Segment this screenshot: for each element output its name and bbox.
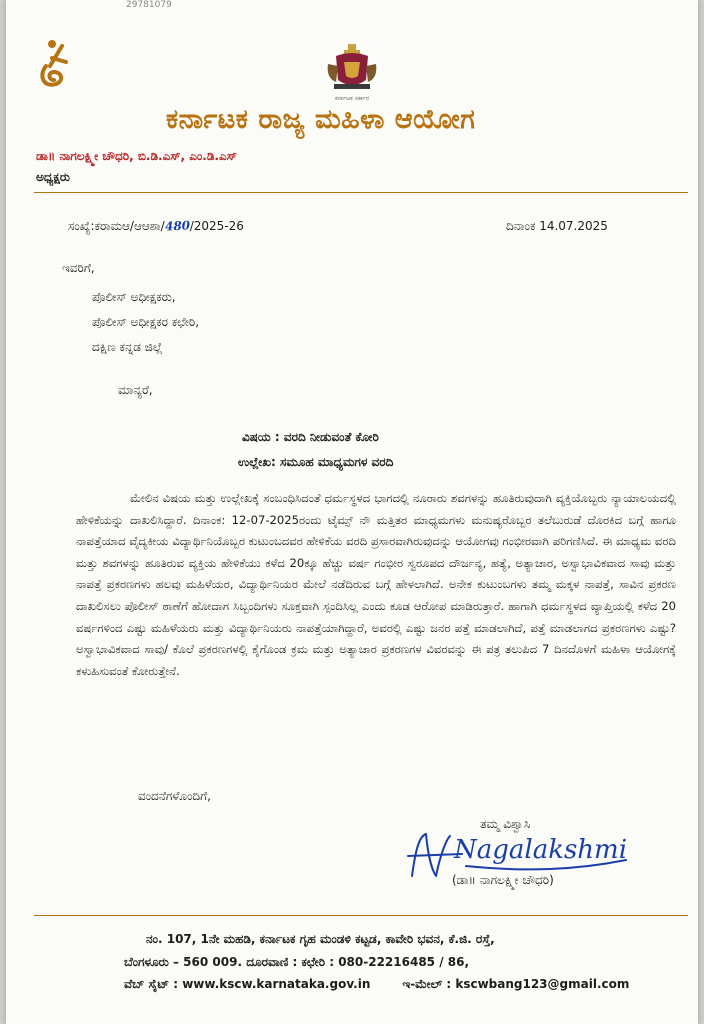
yours-faithfully: ತಮ್ಮ ವಿಶ್ವಾಸಿ (480, 817, 531, 831)
chairperson-title: ಅಧ್ಯಕ್ಷರು (36, 170, 70, 184)
handwritten-reference-number: 480 (164, 218, 191, 234)
reference-prefix: ಸಂಖ್ಯೆ:ಕರಾಮಆ/ಆಆಶಾ/ (68, 219, 165, 233)
subject-line: ವಿಷಯ : ವರದಿ ನೀಡುವಂತೆ ಕೋರಿ (242, 430, 379, 444)
recipient-label: ಇವರಿಗೆ, (62, 261, 95, 275)
reference-suffix: /2025-26 (189, 219, 244, 233)
chairperson-name: ಡಾ॥ ನಾಗಲಕ್ಷ್ಮೀ ಚೌಧರಿ, ಬಿ.ಡಿ.ಎಸ್, ಎಂ.ಡಿ.ಎಸ್ (36, 149, 237, 163)
recipient-address-line: ಪೊಲೀಸ್ ಅಧೀಕ್ಷಕರು, (92, 290, 176, 304)
emblem-caption: ಕರ್ನಾಟಕ ಸರ್ಕಾರ (335, 95, 370, 102)
header-divider (34, 192, 688, 193)
reference-line: ಉಲ್ಲೇಖ: ಸಮೂಹ ಮಾಧ್ಯಮಗಳ ವರದಿ (238, 455, 394, 469)
footer-address-line: ನಂ. 107, 1ನೇ ಮಹಡಿ, ಕರ್ನಾಟಕ ಗೃಹ ಮಂಡಳಿ ಕಟ್ಟಡ, ಕಾವೇರಿ ಭವನ, ಕೆ.ಜಿ. ರಸ್ತೆ, (146, 932, 495, 946)
commission-logo-icon (36, 36, 74, 96)
footer-email[interactable]: ಇ-ಮೇಲ್ : kscwbang123@gmail.com (402, 977, 630, 991)
top-strip-number: 29781079 (126, 0, 172, 10)
letter-page (6, 0, 698, 1024)
letter-date: ದಿನಾಂಕ 14.07.2025 (506, 219, 608, 233)
recipient-address-line: ದಕ್ಷಿಣ ಕನ್ನಡ ಜಿಲ್ಲೆ (92, 340, 163, 354)
footer-contact-line (124, 977, 629, 992)
recipient-address-line: ಪೊಲೀಸ್ ಅಧೀಕ್ಷಕರ ಕಛೇರಿ, (92, 315, 200, 329)
signer-name: (ಡಾ॥ ನಾಗಲಕ್ಷ್ಮೀ ಚೌಧರಿ) (452, 873, 554, 887)
closing-regards: ವಂದನೆಗಳೊಂದಿಗೆ, (138, 789, 211, 803)
svg-text:Nagalakshmi: Nagalakshmi (454, 835, 628, 865)
state-emblem-icon (324, 42, 380, 98)
organization-title: ಕರ್ನಾಟಕ ರಾಜ್ಯ ಮಹಿಳಾ ಆಯೋಗ (166, 104, 476, 135)
letter-body: ಮೇಲಿನ ವಿಷಯ ಮತ್ತು ಉಲ್ಲೇಖಕ್ಕೆ ಸಂಬಂಧಿಸಿದಂತೆ ಧರ್ಮಸ್ಥಳದ ಭಾಗದಲ್ಲಿ ನೂರಾರು ಶವಗಳನ್ನು ಹೂತಿರುವುದಾಗಿ ವ್ಯಕ್ತಿಯೊಬ್ಬರು ನ್ಯಾಯಾಲಯದಲ್ಲಿ ಹೇಳಿಕೆಯನ್ನು ದಾಖಲಿಸಿದ್ದಾರೆ. ದಿನಾಂಕ: 12-07-2025ರಂದು ಟೈಮ್ಸ್ ನೌ ಮತ್ತಿತರ ಮಾಧ್ಯಮಗಳು ಮನುಷ್ಯರೊಬ್ಬರ ತಲೆಬುರುಡೆ ದೊರಕಿದ ಬಗ್ಗೆ ಹಾಗೂ ನಾಪತ್ತೆಯಾದ ವೈದ್ಯಕೀಯ ವಿದ್ಯಾರ್ಥಿನಿಯೊಬ್ಬರ ಕುಟುಂಬದವರ ಹೇಳಿಕೆಯ ವರದಿ ಪ್ರಸಾರವಾಗಿರುವುದನ್ನು ಆಯೋಗವು ಗಂಭೀರವಾಗಿ ಪರಿಗಣಿಸಿದೆ. ಈ ಮಾಧ್ಯಮ ವರದಿ ಮತ್ತು ಶವಗಳನ್ನು ಹೂತಿರುವ ವ್ಯಕ್ತಿಯ ಹೇಳಿಕೆಯು ಕಳೆದ 20ಕ್ಕೂ ಹೆಚ್ಚು ವರ್ಷ ಗಂಭೀರ ಸ್ವರೂಪದ ದೌರ್ಜನ್ಯ, ಹತ್ಯೆ, ಅತ್ಯಾಚಾರ, ಅಸ್ವಾಭಾವಿಕವಾದ ಸಾವು ಮತ್ತು ನಾಪತ್ತೆ ಪ್ರಕರಣಗಳು ಹಲವು ಮಹಿಳೆಯರ, ವಿದ್ಯಾರ್ಥಿನಿಯರ ಮೇಲೆ ನಡೆದಿರುವ ಬಗ್ಗೆ ಹೇಳಲಾಗಿದೆ. ಅನೇಕ ಕುಟುಂಬಗಳು ತಮ್ಮ ಮಕ್ಕಳ ನಾಪತ್ತೆ, ಸಾವಿನ ಪ್ರಕರಣ ದಾಖಲಿಸಲು ಪೊಲೀಸ್ ಠಾಣೆಗೆ ಹೋದಾಗ ಸಿಬ್ಬಂದಿಗಳು ಸೂಕ್ತವಾಗಿ ಸ್ಪಂದಿಸಿಲ್ಲ ಎಂದು ಕೂಡ ಆರೋಪ ಮಾಡಿರುತ್ತಾರೆ. ಹಾಗಾಗಿ ಧರ್ಮಸ್ಥಳದ ವ್ಯಾಪ್ತಿಯಲ್ಲಿ ಕಳೆದ 20 ವರ್ಷಗಳಿಂದ ಎಷ್ಟು ಮಹಿಳೆಯರು ಮತ್ತು ವಿದ್ಯಾರ್ಥಿನಿಯರು ನಾಪತ್ತೆಯಾಗಿದ್ದಾರೆ, ಅವರಲ್ಲಿ ಎಷ್ಟು ಜನರ ಪತ್ತೆ ಮಾಡಲಾಗಿದೆ, ಪತ್ತೆ ಮಾಡಲಾಗದ ಪ್ರಕರಣಗಳು ಎಷ್ಟು? ಅಸ್ವಾಭಾವಿಕವಾದ ಸಾವು/ ಕೊಲೆ ಪ್ರಕರಣಗಳಲ್ಲಿ ಕೈಗೊಂಡ ಕ್ರಮ ಮತ್ತು ಅತ್ಯಾಚಾರ ಪ್ರಕರಣಗಳ ವಿವರವನ್ನು ಈ ಪತ್ರ ತಲುಪಿದ 7 ದಿನದೊಳಗೆ ಮಹಿಳಾ ಆಯೋಗಕ್ಕೆ ಕಳುಹಿಸುವಂತೆ ಕೋರುತ್ತೇನೆ. (76, 491, 676, 678)
footer-website[interactable]: ವೆಬ್ ಸೈಟ್ : www.kscw.karnataka.gov.in (124, 977, 371, 991)
footer-phone-line: ಬೆಂಗಳೂರು – 560 009. ದೂರವಾಣಿ : ಕಛೇರಿ : 080-22216485 / 86, (124, 955, 470, 969)
reference-number (68, 219, 244, 234)
salutation: ಮಾನ್ಯರೆ, (118, 383, 153, 397)
footer-divider (34, 915, 688, 916)
